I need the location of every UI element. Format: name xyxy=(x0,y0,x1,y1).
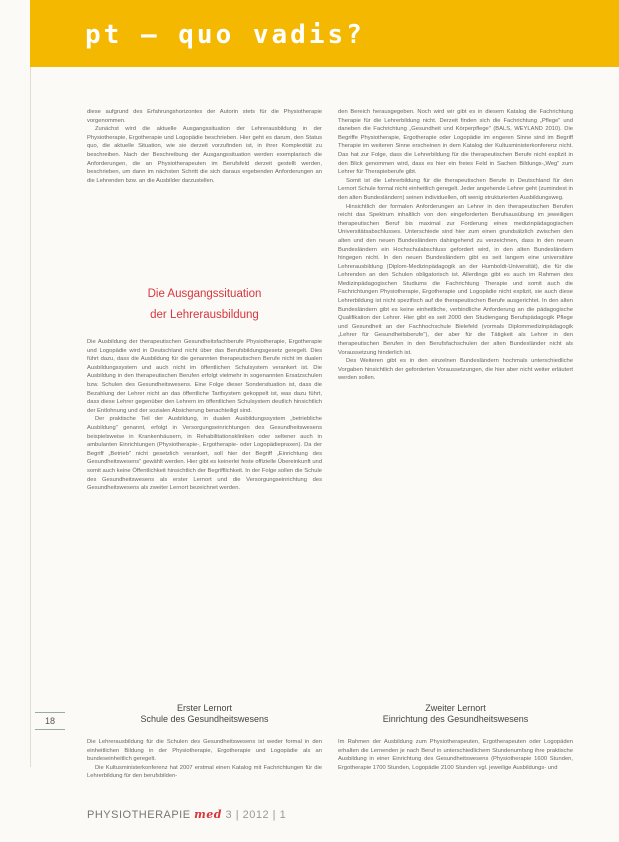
paragraph: Im Rahmen der Ausbildung zum Physiotherapeuten, Ergotherapeuten oder Logopäden erhalten die Lernenden je nach Beruf in unterschiedlichem Stundenumfang ihre praktische Ausbildung in einer Einrichtung des Gesundheitswesens (Physiotherapie 1600 Stunden, Ergotherapie 1700 Stunden, Logopädie 2100 Stunden vgl. jeweilige Ausbildungs- und xyxy=(338,739,573,771)
footer-journal: PHYSIOTHERAPIE xyxy=(87,809,191,821)
subheading-second-lernort xyxy=(338,703,573,725)
paragraph: Der praktische Teil der Ausbildung, in dualen Ausbildungssystem „betriebliche Ausbildung" genannt, erfolgt in Versorgungseinrichtungen des Gesundheitswesens beispielsweise in Krankenhäusern, in Rehabilitationskliniken oder seltener auch in ambulanten Einrichtungen (Physiotherapie-, Ergotherapie- oder Logopädiepraxen). Da der Begriff „Betrieb" nicht gesetzlich verankert, soll hier der Begriff „Einrichtung des Gesundheitswesens" gewählt werden. Hier gibt es keinerlei feste offizielle Übereinkunft und somit auch keine Öffentlichkeit hinsichtlich der Begrifflichkeit. In der Folge sollen die Schule des Gesundheitswesens als erster Lernort und die Versorgungseinrichtung des Gesundheitswesens als zweiter Lernort bezeichnet werden. xyxy=(87,416,322,492)
paragraph: Des Weiteren gibt es in den einzelnen Bundesländern hochmals unterschiedliche Vorgaben hinsichtlich der geforderten Voraussetzungen, die hier aber nicht weiter erläutert werden sollen. xyxy=(338,358,573,382)
paragraph: Die Ausbildung der therapeutischen Gesundheitsfachberufe Physiotherapie, Ergotherapie und Logopädie wird in Deutschland nicht über das Berufsbildungsgesetz geregelt. Dies führt dazu, dass die Ausbildung für die genannten therapeutischen Berufe nicht im dualen Ausbildungssystem und auch nicht im öffentlichen Schulsystem verankert ist. Die Ausbildung in den therapeutischen Berufen erfolgt vielmehr in sogenannten Ersatzschulen bzw. Schulen des Gesundheitswesens. Eine Folge dieser Sondersituation ist, dass die Bezahlung der Lehrer nicht an das öffentliche Tarifsystem gekoppelt ist, was dazu führt, dass diese Lehrer gegenüber den Lehrern im öffentlichen Schulsystem deutlich hinsichtlich der Entlohnung und der sozialen Absicherung benachteiligt sind. xyxy=(87,339,322,414)
page-title: pt – quo vadis? xyxy=(85,20,365,50)
right-body-column xyxy=(338,108,573,383)
subheading-line: Zweiter Lernort xyxy=(425,703,486,713)
paragraph: Die Kultusministerkonferenz hat 2007 erstmal einen Katalog mit Fachrichtungen für die Lehrerbildung für den berufsbilden- xyxy=(87,764,322,780)
footer xyxy=(87,808,286,821)
paragraph: Somit ist die Lehrerbildung für die therapeutischen Berufe in Deutschland für den Lernort Schule formal nicht einheitlich geregelt. Jeder angehende Lehrer geht (zumindest in den alten Bundesländern) seinen individuellen, oft wenig strukturierten Ausbildungsweg. xyxy=(338,177,573,201)
section-heading-line: Die Ausgangssituation xyxy=(147,288,262,300)
footer-issue: 3 | 2012 | 1 xyxy=(225,809,287,821)
paragraph: Die Lehrerausbildung für die Schulen des Gesundheitswesens ist weder formal in den einheitlichen Bildung in der Physiotherapie, Ergotherapie und Logopädie als an bundeseinheitlich geregelt. xyxy=(87,739,322,763)
paragraph: diese aufgrund des Erfahrungshorizontes der Autorin stets für die Physiotherapie vorgenommen. xyxy=(87,109,322,124)
right-bottom-column xyxy=(338,738,573,772)
left-intro-column xyxy=(87,108,322,185)
paragraph: Zunächst wird die aktuelle Ausgangssituation der Lehrerausbildung in der Physiotherapie, Ergotherapie und Logopädie beschrieben. Hier geht es darum, den Status quo, die aktuelle Situation, wie sie derzeit vorzufinden ist, in ihrer Komplexität zu beschreiben. Nach der Beschreibung der Ausgangssituation werden exemplarisch die Anforderungen, die an Physiotherapeuten im Berufsfeld derzeit gestellt werden, beschrieben, um dann im nächsten Schritt die sich daraus ergebenden Anforderungen an die Lehrenden bzw. an die Ausbilder darzustellen. xyxy=(87,126,322,184)
page-number: 18 xyxy=(35,712,65,730)
section-heading-line: der Lehrerausbildung xyxy=(150,309,259,321)
header-banner xyxy=(30,0,619,67)
margin-rule xyxy=(30,67,31,767)
subheading-line: Schule des Gesundheitswesens xyxy=(140,714,269,724)
paragraph: Hinsichtlich der formalen Anforderungen an Lehrer in den therapeutischen Berufen reicht das Spektrum inhaltlich von den eingeforderten Berufsausübung im jeweiligen therapeutischen Beruf bis maximal zur Forderung eines medizinpädagogischen Universitätsabschlusses. Unterschiede sind hier zum einen grundsätzlich zwischen den alten und den neuen Bundesländern dahingehend zu verzeichnen, dass in den neuen Bundesländern ein Hochschulabschluss gefordert wird, in den alten Bundesländern hingegen nicht. In den neuen Bundesländern gibt es seit langem eine universitäre Lehrerausbildung (Diplom-Medizinpädagogik an der Humboldt-Universität), die für die Lehrenden an den Schulen obligatorisch ist. Allerdings gibt es auch im Rahmen des Medizinpädagogischen Studiums die Fachrichtung Therapie und somit auch die Fachrichtungen Physiotherapie, Ergotherapie und Logopädie nicht explizit, sie auch diese Lehrerbildung ist nicht spezifisch auf die therapeutischen Berufe ausgerichtet. In den alten Bundesländern gibt es keine einheitliche, verbindliche Anforderung an die pädagogische Qualifikation der Lehrer. Hier gibt es seit 2000 den Studiengang Berufspädagogik Pflege und Gesundheit an der Fachhochschule Bielefeld (vormals Diplommedizinpädagogik „Lehrer für Gesundheitsberufe"), der aber für die Tätigkeit als Lehrer in den therapeutischen Berufen in den Berufsfachschulen der alten Bundesländer nicht als Voraussetzung hinderlich ist. xyxy=(338,203,573,356)
footer-brand: med xyxy=(194,808,222,821)
subheading-line: Einrichtung des Gesundheitswesens xyxy=(382,714,529,724)
left-body-column xyxy=(87,338,322,493)
section-heading xyxy=(87,284,322,326)
subheading-first-lernort xyxy=(87,703,322,725)
subheading-line: Erster Lernort xyxy=(176,703,233,713)
paragraph: den Bereich herausgegeben. Noch wird wir gibt es in diesem Katalog die Fachrichtung Therapie für die Lehrerbildung nicht. Derzeit finden sich die Fachrichtung „Pflege" und daneben die Fachrichtung „Gesundheit und Körperpflege" (BALS, WEYLAND 2010). Die Begriffe Physiotherapie, Ergotherapie oder Logopädie im engeren Sinne sind im Begriff Therapie im weiteren Sinne erscheinen in dem Katalog der Kultusministerkonferenz nicht. Das hat zur Folge, dass die Lehrerbildung für die therapeutischen Berufe nicht explizit in den Blick genommen wird, dass es hier ein freies Feld in Sachen Bildungs-„Weg" zum Lehrer für Therapieberufe gibt. xyxy=(338,109,573,176)
left-bottom-column xyxy=(87,738,322,781)
